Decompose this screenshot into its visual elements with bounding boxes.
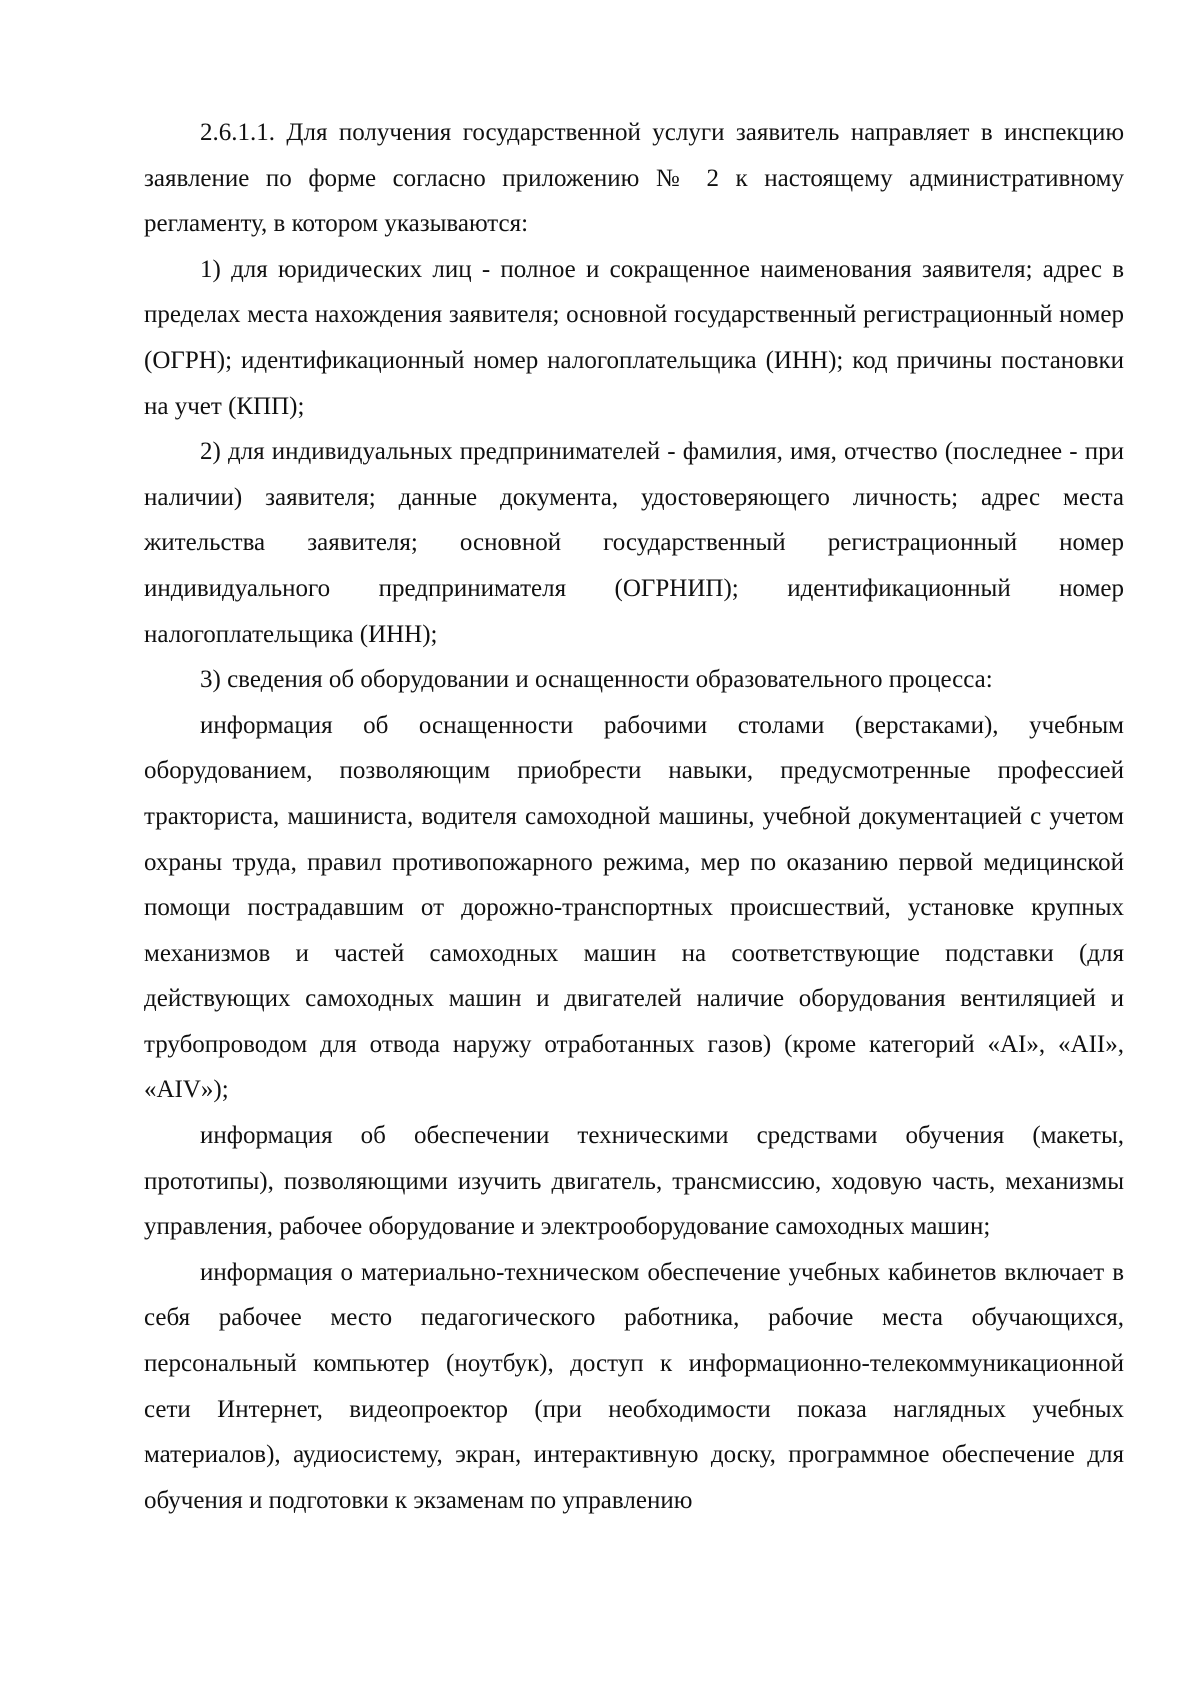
paragraph-equipment-info: информация об оснащенности рабочими столами (верстаками), учебным оборудованием, позволяющим приобрести навыки, предусмотренные профессией тракториста, машиниста, водителя самоходной машины, учебной документацией с учетом охраны труда, правил противопожарного режима, мер по оказанию первой медицинской помощи пострадавшим от дорожно-транспортных происшествий, установке крупных механизмов и частей самоходных машин на соответствующие подставки (для действующих самоходных машин и двигателей наличие оборудования вентиляцией и трубопроводом для отвода наружу отработанных газов) (кроме категорий «AI», «AII», «AIV»); [144,711,1124,1104]
paragraph-2-6-1-1: 2.6.1.1. Для получения государственной услуги заявитель направляет в инспекцию заявление по форме согласно приложению № 2 к настоящему административному регламенту, в котором указываются: [144,119,1124,238]
paragraph-technical-means-info: информация об обеспечении техническими средствами обучения (макеты, прототипы), позволяющими изучить двигатель, трансмиссию, ходовую часть, механизмы управления, рабочее оборудование и электрооборудование самоходных машин; [144,1122,1124,1241]
paragraph-item-1-legal-entities: 1) для юридических лиц - полное и сокращенное наименования заявителя; адрес в пределах места нахождения заявителя; основной государственный регистрационный номер (ОГРН); идентификационный номер налогоплательщика (ИНН); код причины постановки на учет (КПП); [144,255,1124,420]
document-body [144,110,1124,1523]
paragraph-classroom-info: информация о материально-техническом обеспечение учебных кабинетов включает в себя рабочее место педагогического работника, рабочие места обучающихся, персональный компьютер (ноутбук), доступ к информационно-телекоммуникационной сети Интернет, видеопроектор (при необходимости показа наглядных учебных материалов), аудиосистему, экран, интерактивную доску, программное обеспечение для обучения и подготовки к экзаменам по управлению [144,1258,1124,1514]
paragraph-item-3-equipment: 3) сведения об оборудовании и оснащенности образовательного процесса: [200,666,993,694]
paragraph-item-2-entrepreneurs: 2) для индивидуальных предпринимателей - фамилия, имя, отчество (последнее - при наличии) заявителя; данные документа, удостоверяющего личность; адрес места жительства заявителя; основной государственный регистрационный номер индивидуального предпринимателя (ОГРНИП); идентификационный номер налогоплательщика (ИНН); [144,438,1124,648]
